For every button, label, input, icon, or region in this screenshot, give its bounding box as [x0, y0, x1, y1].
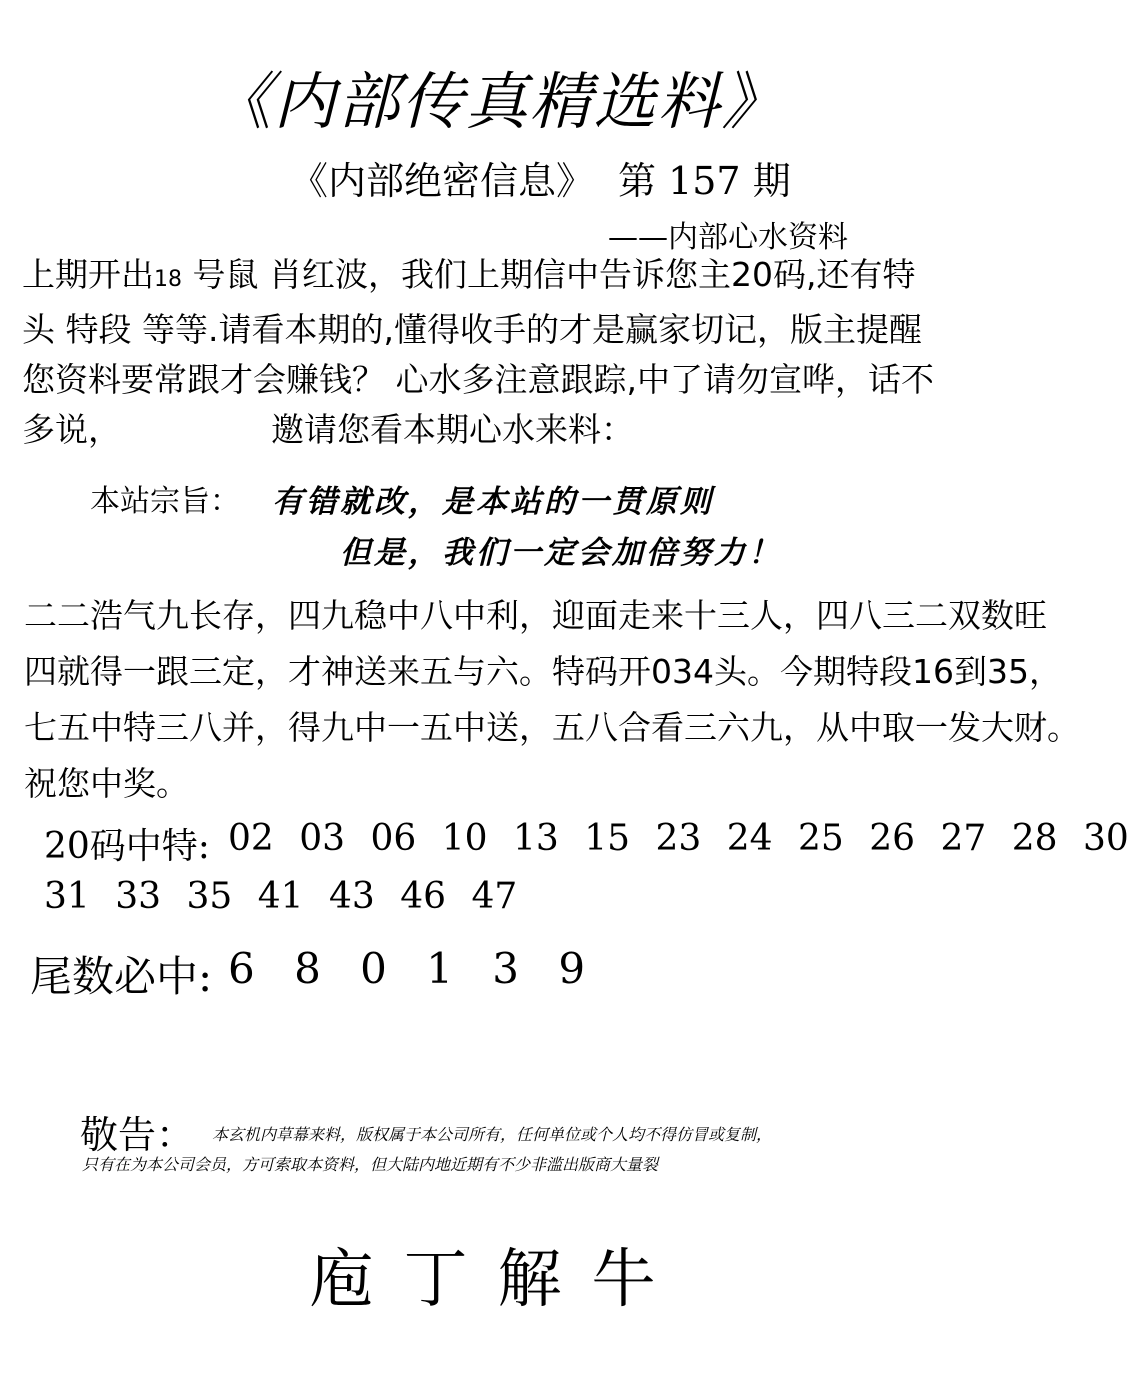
tail-label: 尾数必中:	[30, 952, 213, 1001]
tenet-label: 本站宗旨：	[90, 484, 240, 519]
intro-line-3: 您资料要常跟才会赚钱？ 心水多注意跟踪,中了请勿宣哗，话不	[22, 360, 934, 399]
intro-line-4-start: 多说，	[22, 410, 121, 449]
page-title: 《内部传真精选料》	[209, 65, 786, 138]
intro-line-1	[22, 250, 934, 305]
intro-paragraph	[22, 250, 934, 455]
notice-label: 敬告：	[80, 1113, 195, 1157]
footer-slogan: 庖丁解牛	[309, 1243, 686, 1317]
poem-line-2: 四就得一跟三定，才神送来五与六。特码开034头。今期特段16到35，	[24, 652, 1062, 691]
notice-line-2: 只有在为本公司会员，方可索取本资料，但大陆内地近期有不少非滥出版商大量裂	[82, 1155, 659, 1174]
tenet-line-1: 有错就改，是本站的一贯原则	[272, 484, 714, 520]
poem	[24, 588, 1080, 812]
codes-row-1: 02 03 06 10 13 15 23 24 25 26 27 28 30	[228, 818, 1129, 859]
source-note: ——内部心水资料	[608, 220, 848, 255]
intro-line-1-end: 号鼠 肖红波，我们上期信中告诉您主20码,还有特	[182, 255, 916, 294]
intro-line-4-invite: 邀请您看本期心水来料：	[271, 410, 634, 449]
intro-line-1-number: 18	[154, 267, 182, 292]
issue-number: 第 157 期	[618, 159, 791, 203]
intro-line-2: 头 特段 等等.请看本期的,懂得收手的才是赢家切记，版主提醒	[22, 310, 922, 349]
subtitle: 《内部绝密信息》	[290, 159, 595, 203]
notice-line-1: 本玄机内草幕来料，版权属于本公司所有，任何单位或个人均不得仿冒或复制，	[212, 1125, 773, 1144]
tail-digits: 6 8 0 1 3 9	[228, 944, 590, 993]
intro-line-4	[22, 405, 934, 455]
tenet-line-2: 但是，我们一定会加倍努力！	[340, 535, 782, 571]
poem-line-3: 七五中特三八并，得九中一五中送，五八合看三六九，从中取一发大财。	[24, 708, 1080, 747]
intro-line-1-start: 上期开出	[22, 255, 154, 294]
codes-row-2: 31 33 35 41 43 46 47	[44, 876, 518, 917]
poem-line-1: 二二浩气九长存，四九稳中八中利，迎面走来十三人，四八三二双数旺	[24, 596, 1047, 635]
codes-label: 20码中特:	[44, 826, 210, 867]
poem-line-4: 祝您中奖。	[24, 764, 189, 803]
